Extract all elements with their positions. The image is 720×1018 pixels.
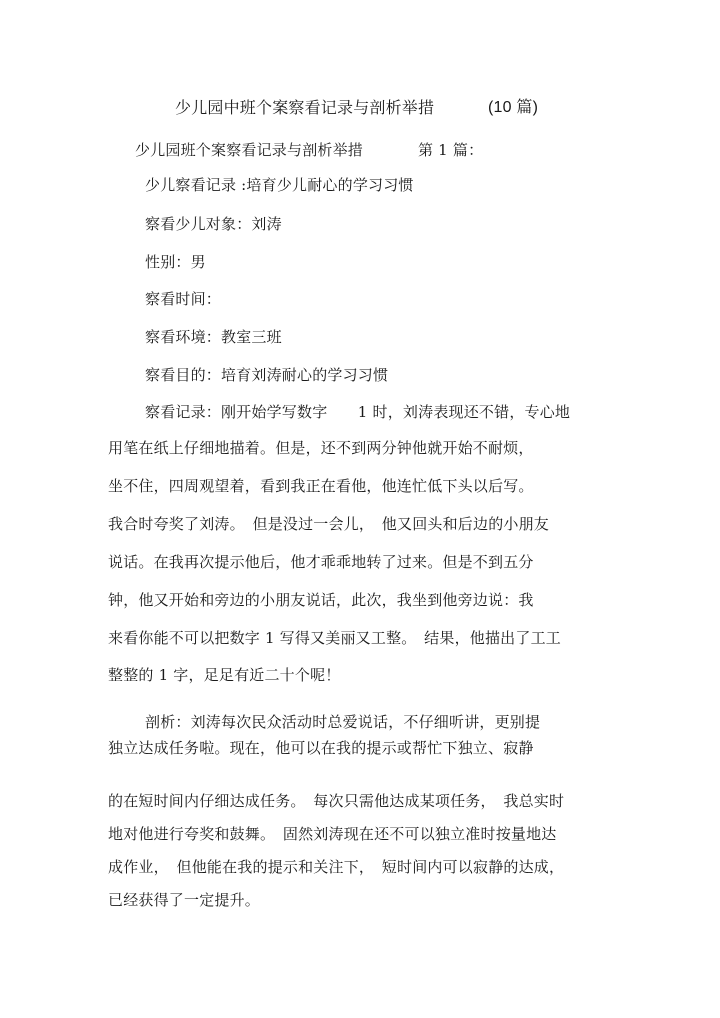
field-time: 察看时间： xyxy=(145,290,222,308)
field-purpose: 察看目的：培育刘涛耐心的学习习惯 xyxy=(145,366,389,384)
record-line: 说话。在我再次提示他后，他才乖乖地转了过来。但是不到五分 xyxy=(108,553,534,571)
analysis-line: 独立达成任务啦。现在，他可以在我的提示或帮忙下独立、寂静 xyxy=(108,739,534,757)
field-environment: 察看环境：教室三班 xyxy=(145,328,282,346)
analysis-line: 已经获得了一定提升。 xyxy=(108,891,261,909)
record-line: 用笔在纸上仔细地描着。但是，还不到两分钟他就开始不耐烦， xyxy=(108,439,534,457)
analysis-line: 剖析：刘涛每次民众活动时总爱说话，不仔细听讲，更别提 xyxy=(145,713,541,731)
record-line: 来看你能不可以把数字 1 写得又美丽又工整。 结果，他描出了工工 xyxy=(108,629,561,647)
record-title: 少儿察看记录 :培育少儿耐心的学习习惯 xyxy=(145,176,414,194)
record-line: 钟，他又开始和旁边的小朋友说话，此次，我坐到他旁边说：我 xyxy=(108,591,534,609)
record-line: 整整的 1 字，足足有近二十个呢！ xyxy=(108,666,341,684)
analysis-line: 地对他进行夸奖和鼓舞。 固然刘涛现在还不可以独立准时按量地达 xyxy=(108,825,557,843)
record-line: 坐不住，四周观望着，看到我正在看他，他连忙低下头以后写。 xyxy=(108,477,534,495)
document-title-count: (10 篇) xyxy=(488,99,539,116)
record-line: 我合时夸奖了刘涛。 但是没过一会儿， 他又回头和后边的小朋友 xyxy=(108,515,550,533)
field-subject: 察看少儿对象：刘涛 xyxy=(145,215,282,233)
section-subtitle: 少儿园班个案察看记录与剖析举措 xyxy=(135,141,364,159)
record-line: 察看记录：刚开始学写数字 1 时，刘涛表现还不错，专心地 xyxy=(145,403,571,421)
analysis-line: 的在短时间内仔细达成任务。 每次只需他达成某项任务， 我总实时 xyxy=(108,792,565,810)
analysis-line: 成作业， 但他能在我的提示和关注下， 短时间内可以寂静的达成， xyxy=(108,858,565,876)
field-gender: 性别：男 xyxy=(145,253,206,271)
document-title: 少儿园中班个案察看记录与剖析举措 xyxy=(175,98,435,117)
section-part-label: 第 1 篇： xyxy=(418,141,484,159)
